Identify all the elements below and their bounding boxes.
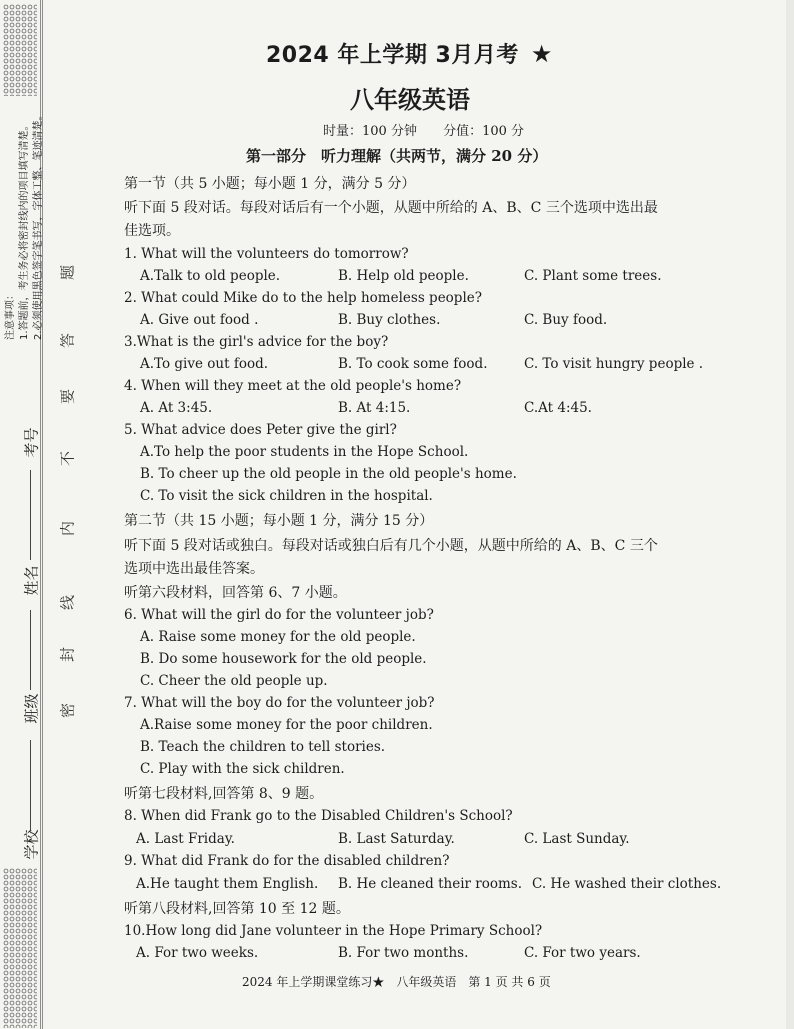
material-8-note: 听第八段材料,回答第 10 至 12 题。 bbox=[124, 901, 350, 917]
exam-title-text: 2024 年上学期 3月月考 bbox=[266, 43, 519, 68]
class-label: 班级 bbox=[22, 693, 41, 724]
name-label: 姓名 bbox=[22, 565, 41, 596]
school-label: 学校 bbox=[22, 829, 41, 860]
section2-instruction-cont: 选项中选出最佳答案。 bbox=[124, 561, 264, 577]
question-5: 5. What advice does Peter give the girl? bbox=[124, 422, 397, 438]
exam-meta bbox=[323, 120, 546, 139]
seal-circles-bottom bbox=[3, 868, 37, 1028]
option-2a: A. Give out food . bbox=[140, 312, 259, 328]
question-1: 1. What will the volunteers do tomorrow? bbox=[124, 246, 409, 262]
option-9a: A.He taught them English. bbox=[136, 876, 319, 892]
option-8c: C. Last Sunday. bbox=[524, 831, 630, 847]
question-9: 9. What did Frank do for the disabled children? bbox=[124, 853, 450, 869]
option-3c: C. To visit hungry people . bbox=[524, 356, 704, 372]
section2-heading: 第二节（共 15 小题；每小题 1 分，满分 15 分） bbox=[124, 513, 434, 529]
option-4c: C.At 4:45. bbox=[524, 400, 592, 416]
section2-instruction: 听下面 5 段对话或独白。每段对话或独白后有几个小题，从题中所给的 A、B、C 三个 bbox=[124, 538, 658, 554]
notice-item-1: 1.答题前，考生务必将密封线内的项目填写清楚。 bbox=[19, 120, 30, 340]
seal-char: 不 bbox=[58, 451, 77, 467]
question-3: 3.What is the girl's advice for the boy? bbox=[124, 334, 389, 350]
seal-char: 要 bbox=[58, 389, 77, 405]
option-7c: C. Play with the sick children. bbox=[140, 761, 345, 777]
binding-margin bbox=[0, 0, 108, 1029]
option-9c: C. He washed their clothes. bbox=[532, 876, 722, 892]
question-6: 6. What will the girl do for the volunteer job? bbox=[124, 607, 434, 623]
seal-char: 答 bbox=[58, 333, 77, 349]
question-10: 10.How long did Jane volunteer in the Hope Primary School? bbox=[124, 923, 543, 939]
notice-item-2: 2.必须使用黑色签字笔书写，字体工整、笔迹清楚。 bbox=[33, 110, 44, 340]
option-3a: A.To give out food. bbox=[140, 356, 269, 372]
part-one-heading: 第一部分 听力理解（共两节，满分 20 分） bbox=[246, 147, 548, 165]
question-2: 2. What could Mike do to the help homeless people? bbox=[124, 290, 482, 306]
option-6c: C. Cheer the old people up. bbox=[140, 673, 328, 689]
notice-title: 注意事项： bbox=[5, 290, 16, 340]
option-1c: C. Plant some trees. bbox=[524, 268, 662, 284]
material-7-note: 听第七段材料,回答第 8、9 题。 bbox=[124, 786, 324, 802]
option-4b: B. At 4:15. bbox=[338, 400, 411, 416]
exam-title bbox=[266, 38, 553, 69]
seal-char: 封 bbox=[58, 647, 77, 663]
section1-heading: 第一节（共 5 小题；每小题 1 分，满分 5 分） bbox=[124, 176, 416, 192]
question-7: 7. What will the boy do for the volunteer job? bbox=[124, 695, 435, 711]
option-9b: B. He cleaned their rooms. bbox=[338, 876, 522, 892]
option-2c: C. Buy food. bbox=[524, 312, 608, 328]
seal-char: 题 bbox=[58, 265, 77, 281]
star-icon: ★ bbox=[530, 40, 553, 68]
option-7a: A.Raise some money for the poor children. bbox=[140, 717, 433, 733]
name-field-line bbox=[30, 470, 31, 560]
option-1a: A.Talk to old people. bbox=[140, 268, 281, 284]
page-edge bbox=[786, 0, 794, 1029]
seal-circles-top bbox=[3, 4, 37, 96]
option-10c: C. For two years. bbox=[524, 945, 641, 961]
question-4: 4. When will they meet at the old people's home? bbox=[124, 378, 462, 394]
option-8a: A. Last Friday. bbox=[136, 831, 235, 847]
option-6b: B. Do some housework for the old people. bbox=[140, 651, 427, 667]
question-8: 8. When did Frank go to the Disabled Children's School? bbox=[124, 808, 513, 824]
seal-char: 内 bbox=[58, 521, 77, 537]
option-5a: A.To help the poor students in the Hope School. bbox=[140, 444, 469, 460]
option-7b: B. Teach the children to tell stories. bbox=[140, 739, 386, 755]
option-3b: B. To cook some food. bbox=[338, 356, 488, 372]
section1-instruction: 听下面 5 段对话。每段对话后有一个小题，从题中所给的 A、B、C 三个选项中选出最 bbox=[124, 200, 658, 216]
page-footer: 2024 年上学期课堂练习★ 八年级英语 第 1 页 共 6 页 bbox=[242, 975, 551, 989]
id-label: 考号 bbox=[22, 427, 41, 458]
option-2b: B. Buy clothes. bbox=[338, 312, 441, 328]
option-10a: A. For two weeks. bbox=[136, 945, 259, 961]
option-6a: A. Raise some money for the old people. bbox=[140, 629, 416, 645]
section1-instruction-cont: 佳选项。 bbox=[124, 223, 180, 239]
time-limit: 时量：100 分钟 bbox=[323, 124, 417, 139]
seal-char: 密 bbox=[58, 703, 77, 719]
option-8b: B. Last Saturday. bbox=[338, 831, 455, 847]
class-field-line bbox=[30, 610, 31, 690]
total-score: 分值：100 分 bbox=[443, 124, 525, 139]
option-5c: C. To visit the sick children in the hospital. bbox=[140, 488, 433, 504]
exam-subject: 八年级英语 bbox=[350, 86, 470, 114]
option-1b: B. Help old people. bbox=[338, 268, 469, 284]
option-4a: A. At 3:45. bbox=[140, 400, 213, 416]
seal-char: 线 bbox=[58, 595, 77, 611]
notice-box bbox=[4, 95, 48, 340]
material-6-note: 听第六段材料，回答第 6、7 小题。 bbox=[124, 585, 347, 601]
option-10b: B. For two months. bbox=[338, 945, 469, 961]
option-5b: B. To cheer up the old people in the old people's home. bbox=[140, 466, 517, 482]
school-field-line bbox=[30, 740, 31, 830]
